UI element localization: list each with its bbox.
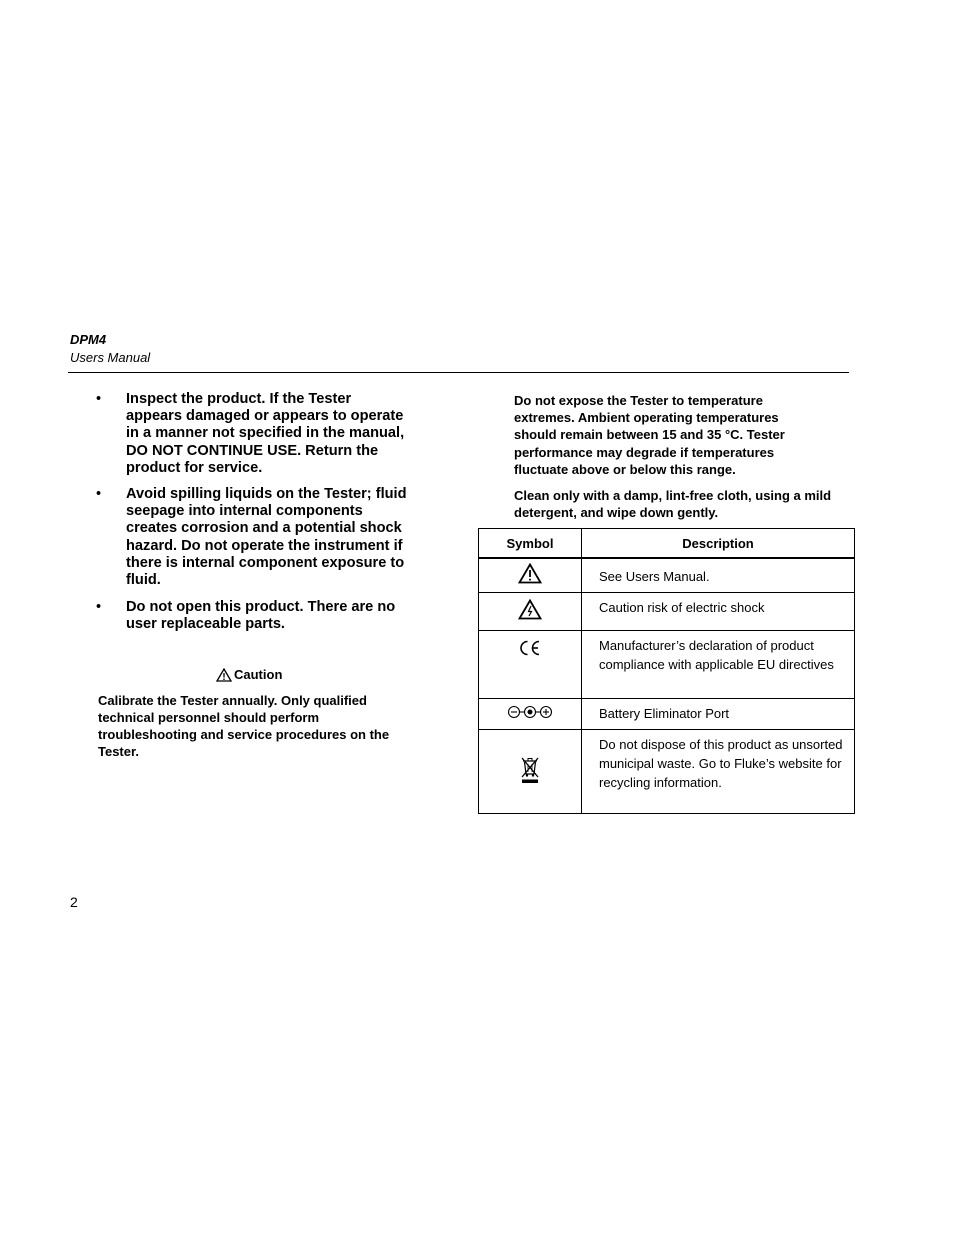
table-row <box>479 592 855 630</box>
table-row <box>479 698 855 729</box>
description-cell: Battery Eliminator Port <box>582 698 855 729</box>
page-number: 2 <box>70 894 78 910</box>
bullet-marker: • <box>96 599 102 616</box>
list-item <box>96 486 408 589</box>
symbol-cell <box>479 558 582 592</box>
warning-triangle-icon <box>518 563 542 584</box>
table-header-row <box>479 529 855 559</box>
caution-heading <box>216 667 282 682</box>
temperature-note: Do not expose the Tester to temperature extremes. Ambient operating temperatures should remain between 15 and 35 °C. Tester performance may degrade if temperatures fluctuate above or below this range. <box>514 393 785 477</box>
column-header-symbol: Symbol <box>479 529 582 559</box>
bullet-text: Do not open this product. There are no user replaceable parts. <box>126 599 396 633</box>
description-cell: See Users Manual. <box>582 558 855 592</box>
caution-label: Caution <box>234 667 283 682</box>
document-subtitle: Users Manual <box>70 350 151 365</box>
ce-mark-icon <box>518 639 542 657</box>
table-row <box>479 729 855 813</box>
bullet-text: Avoid spilling liquids on the Tester; fluid seepage into internal components creates corrosion and a potential shock hazard. Do not operate the instrument if there is internal component exposure to fluid. <box>126 486 407 589</box>
symbol-cell <box>479 729 582 813</box>
warning-bullet-list <box>96 391 408 643</box>
symbol-cell <box>479 698 582 729</box>
table-row <box>479 558 855 592</box>
description-cell: Manufacturer’s declaration of product compliance with applicable EU directives <box>582 630 855 698</box>
bullet-marker: • <box>96 391 102 407</box>
bullet-marker: • <box>96 486 102 503</box>
electric-shock-triangle-icon <box>518 599 542 620</box>
description-cell: Do not dispose of this product as unsorted municipal waste. Go to Fluke’s website for recycling information. <box>582 729 855 813</box>
list-item <box>96 599 408 633</box>
caution-text: Calibrate the Tester annually. Only qualified technical personnel should perform troubleshooting and service procedures on the Tester. <box>98 693 390 760</box>
document-title: DPM4 <box>70 332 107 347</box>
battery-eliminator-port-icon <box>507 704 553 720</box>
list-item <box>96 391 408 477</box>
symbol-cell <box>479 630 582 698</box>
table-row <box>479 630 855 698</box>
bullet-text: Inspect the product. If the Tester appears damaged or appears to operate in a manner not specified in the manual, DO NOT CONTINUE USE. Return the product for service. <box>126 391 405 476</box>
symbol-cell <box>479 592 582 630</box>
description-cell: Caution risk of electric shock <box>582 592 855 630</box>
header-divider <box>68 372 849 373</box>
symbols-table <box>478 528 855 814</box>
cleaning-note: Clean only with a damp, lint-free cloth, using a mild detergent, and wipe down gently. <box>514 488 832 521</box>
column-header-description: Description <box>582 529 855 559</box>
crossed-bin-weee-icon <box>520 756 540 784</box>
warning-triangle-icon <box>216 668 232 682</box>
